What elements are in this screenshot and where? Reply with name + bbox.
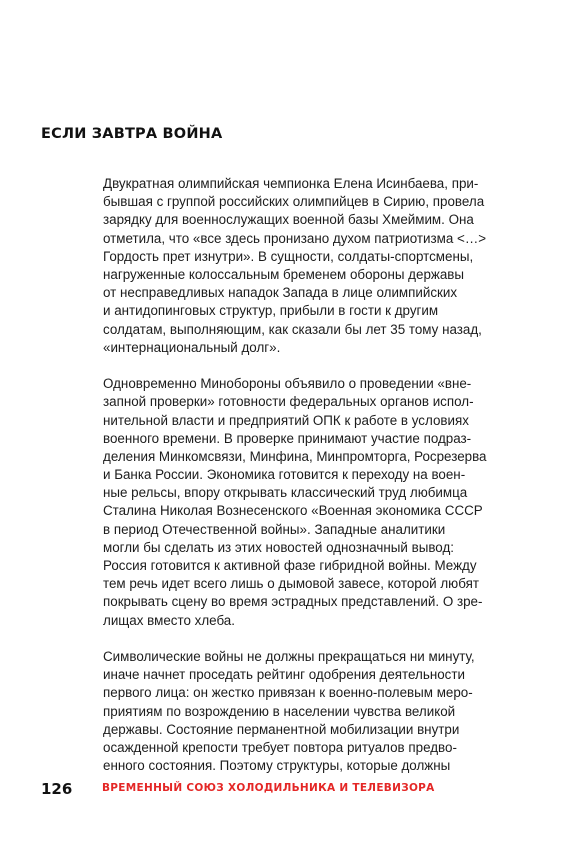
text-line: запной проверки» готовности федеральных органов испол- xyxy=(103,394,474,410)
text-line: приятиям по возрождению в населении чувства великой xyxy=(103,703,456,719)
text-line: ные рельсы, впору открывать классический труд любимца xyxy=(103,485,468,501)
text-line: и антидопинговых структур, прибыли в гости к другим xyxy=(103,303,439,319)
text-line: осажденной крепости требует повтора ритуалов предво- xyxy=(103,740,457,756)
text-line: Россия готовится к активной фазе гибридной войны. Между xyxy=(103,558,477,574)
text-line: енного состояния. Поэтому структуры, которые должны xyxy=(103,758,451,774)
text-line: военного времени. В проверке принимают участие подраз- xyxy=(103,430,472,446)
text-line: первого лица: он жестко привязан к военно-полевым меро- xyxy=(103,685,473,701)
body-text xyxy=(103,175,491,794)
text-line: Сталина Николая Вознесенского «Военная экономика СССР xyxy=(103,503,483,519)
paragraph-2 xyxy=(103,375,491,630)
text-line: иначе начнет проседать рейтинг одобрения деятельности xyxy=(103,667,465,683)
text-line: Гордость прет изнутри». В сущности, солдаты-спортсмены, xyxy=(103,248,474,264)
text-line: Символические войны не должны прекращаться ни минуту, xyxy=(103,649,475,665)
text-line: нительной власти и предприятий ОПК к работе в условиях xyxy=(103,412,469,428)
text-line: от несправедливых нападок Запада в лице олимпийских xyxy=(103,285,458,301)
paragraph-1 xyxy=(103,175,491,357)
text-line: отметила, что «все здесь пронизано духом патриотизма <…> xyxy=(103,230,487,246)
text-line: Двукратная олимпийская чемпионка Елена Исинбаева, при- xyxy=(103,176,479,191)
text-line: покрывать сцену во время эстрадных представлений. О зре- xyxy=(103,594,483,610)
text-line: Одновременно Минобороны объявило о проведении «вне- xyxy=(103,376,472,392)
text-line: в период Отечественной войны». Западные аналитики xyxy=(103,521,446,537)
running-title: ВРЕМЕННЫЙ СОЮЗ ХОЛОДИЛЬНИКА И ТЕЛЕВИЗОРА xyxy=(102,782,435,794)
text-line: лищах вместо хлеба. xyxy=(103,612,235,628)
text-line: и Банка России. Экономика готовится к переходу на воен- xyxy=(103,467,466,483)
text-line: бывшая с группой российских олимпийцев в Сирию, провела xyxy=(103,194,485,210)
text-line: зарядку для военнослужащих военной базы Хмеймим. Она xyxy=(103,212,474,228)
text-line: солдатам, выполняющим, как сказали бы лет 35 тому назад, xyxy=(103,321,482,337)
text-line: тем речь идет всего лишь о дымовой завесе, которой любят xyxy=(103,576,479,592)
page-number: 126 xyxy=(41,780,73,798)
chapter-title: ЕСЛИ ЗАВТРА ВОЙНА xyxy=(41,126,223,142)
text-line: деления Минкомсвязи, Минфина, Минпромторга, Росрезерва xyxy=(103,448,487,464)
text-line: могли бы сделать из этих новостей однозначный вывод: xyxy=(103,539,454,555)
text-line: «интернациональный долг». xyxy=(103,339,281,355)
paragraph-3 xyxy=(103,648,491,775)
text-line: нагруженные колоссальным бременем обороны державы xyxy=(103,266,465,282)
text-line: державы. Состояние перманентной мобилизации внутри xyxy=(103,721,460,737)
